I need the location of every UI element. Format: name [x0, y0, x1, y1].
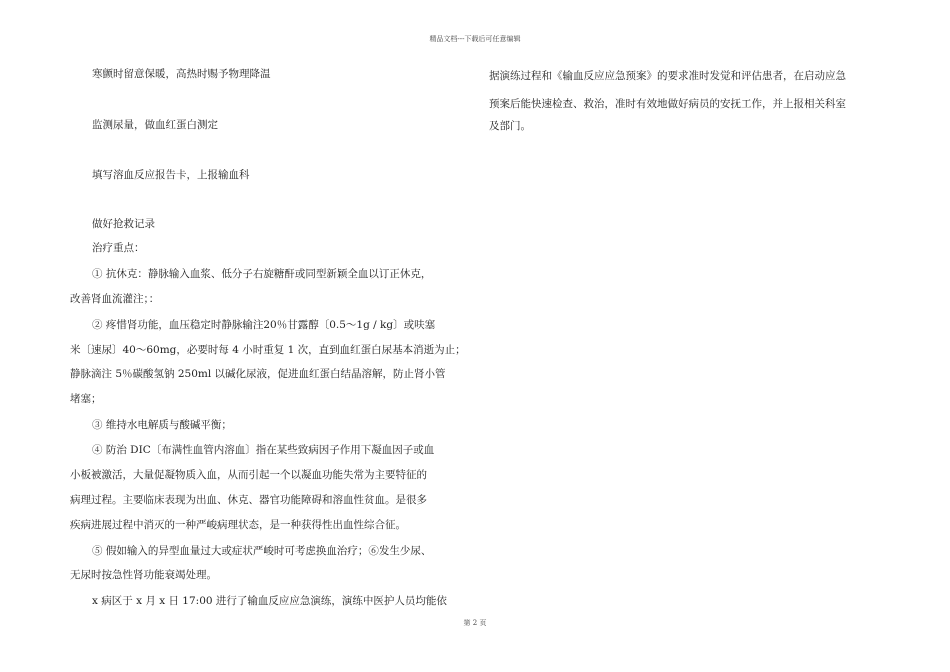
- page-number: 第 2 页: [463, 619, 487, 627]
- paragraph-line: 静脉滴注 5％碳酸氢钠 250ml 以碱化尿液，促进血红蛋白结晶溶解，防止肾小管: [70, 368, 446, 380]
- paragraph-line: 据演练过程和《输血反应应急预案》的要求准时发觉和评估患者，在启动应急: [489, 70, 846, 82]
- section-heading: 治疗重点：: [92, 242, 145, 254]
- paragraph-line: ④ 防治 DIC〔布满性血管内溶血〕指在某些致病因子作用下凝血因子或血: [92, 444, 435, 456]
- page-header: 精品文档---下载后可任意编辑: [429, 35, 521, 43]
- paragraph-line: ③ 维持水电解质与酸碱平衡；: [92, 419, 232, 431]
- paragraph-line: 及部门。: [489, 120, 531, 132]
- paragraph-line: 改善肾血流灌注；：: [70, 293, 160, 305]
- paragraph-line: 无尿时按急性肾功能衰竭处理。: [70, 569, 217, 581]
- paragraph-line: 做好抢救记录: [92, 218, 155, 230]
- paragraph-line: ② 疼惜肾功能，血压稳定时静脉输注20％甘露醇〔0.5～1g / kg〕或呋塞: [92, 319, 436, 331]
- paragraph-line: 寒颤时留意保暖，高热时赐予物理降温: [92, 68, 271, 80]
- paragraph-line: 病理过程。主要临床表现为出血、休克、器官功能障碍和溶血性贫血。是很多: [70, 494, 427, 506]
- paragraph-line: 堵塞；: [70, 393, 102, 405]
- paragraph-line: 监测尿量，做血红蛋白测定: [92, 119, 218, 131]
- paragraph-line: ⑤ 假如输入的异型血量过大或症状严峻时可考虑换血治疗；⑥发生少尿、: [92, 545, 432, 557]
- paragraph-line: 疾病进展过程中消灭的一种严峻病理状态，是一种获得性出血性综合征。: [70, 519, 406, 531]
- paragraph-line: x 病区于 x 月 x 日 17:00 进行了输血反应应急演练，演练中医护人员均能依: [92, 595, 447, 607]
- paragraph-line: ① 抗休克：静脉输入血浆、低分子右旋糖酐或同型新颖全血以订正休克，: [92, 268, 432, 280]
- paragraph-line: 填写溶血反应报告卡，上报输血科: [92, 169, 250, 181]
- paragraph-line: 小板被激活，大量促凝物质入血，从而引起一个以凝血功能失常为主要特征的: [70, 469, 427, 481]
- paragraph-line: 预案后能快速检查、救治，准时有效地做好病员的安抚工作，并上报相关科室: [489, 98, 846, 110]
- paragraph-line: 米〔速尿〕40～60mg，必要时每 4 小时重复 1 次，直到血红蛋白尿基本消逝为止；: [70, 344, 466, 356]
